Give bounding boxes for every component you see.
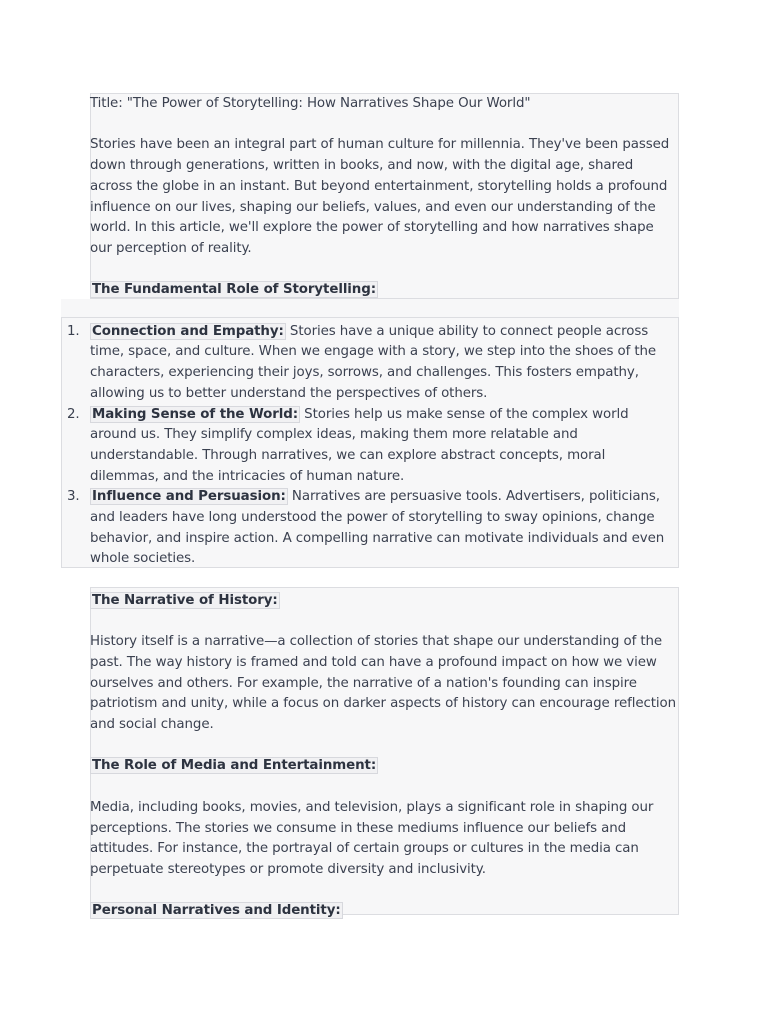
list-item (67, 405, 676, 488)
document-title: Title: "The Power of Storytelling: How Narratives Shape Our World" (90, 96, 531, 111)
list-item-number: 1. (67, 323, 80, 339)
list-item-label: Influence and Persuasion: (92, 489, 286, 505)
storytelling-roles-list (67, 322, 676, 570)
list-item (67, 322, 676, 405)
list-item-label: Making Sense of the World: (92, 406, 299, 422)
list-item (67, 487, 676, 570)
list-item-text: Stories help us make sense of the complex world around us. They simplify complex ideas, making them more relatable and understandable. Through narratives, we can explore abstract concepts, moral dilemmas, and the intricacies of human nature. (90, 406, 629, 484)
section-heading-media: The Role of Media and Entertainment: (92, 758, 377, 774)
list-item-text: Stories have a unique ability to connect people across time, space, and culture. When we engage with a story, we step into the shoes of the characters, experiencing their joys, sorrows, and challenges. This fosters empathy, allowing us to better understand the perspectives of others. (90, 323, 657, 401)
history-paragraph: History itself is a narrative—a collection of stories that shape our understanding of the past. The way history is framed and told can have a profound impact on how we view ourselves and others. For example, the narrative of a nation's founding can inspire patriotism and unity, while a focus on darker aspects of history can encourage reflection and social change. (90, 634, 676, 733)
list-item-number: 3. (67, 489, 80, 505)
section-heading-personal-narratives: Personal Narratives and Identity: (92, 903, 341, 919)
section-heading-fundamental-role: The Fundamental Role of Storytelling: (92, 282, 376, 298)
media-paragraph: Media, including books, movies, and television, plays a significant role in shaping our perceptions. The stories we consume in these mediums influence our beliefs and attitudes. For instance, the portrayal of certain groups or cultures in the media can perpetuate stereotypes or promote diversity and inclusivity. (90, 799, 654, 877)
intro-paragraph: Stories have been an integral part of human culture for millennia. They've been passed down through generations, written in books, and now, with the digital age, shared across the globe in an instant. But beyond entertainment, storytelling holds a profound influence on our lives, shaping our beliefs, values, and even our understanding of the world. In this article, we'll explore the power of storytelling and how narratives shape our perception of reality. (90, 137, 670, 256)
document-body (67, 94, 676, 943)
list-item-number: 2. (67, 406, 80, 422)
section-heading-history: The Narrative of History: (92, 592, 278, 608)
list-item-label: Connection and Empathy: (92, 323, 284, 339)
list-item-text: Narratives are persuasive tools. Advertisers, politicians, and leaders have long understood the power of storytelling to sway opinions, change behavior, and inspire action. A compelling narrative can motivate individuals and even whole societies. (90, 489, 665, 567)
